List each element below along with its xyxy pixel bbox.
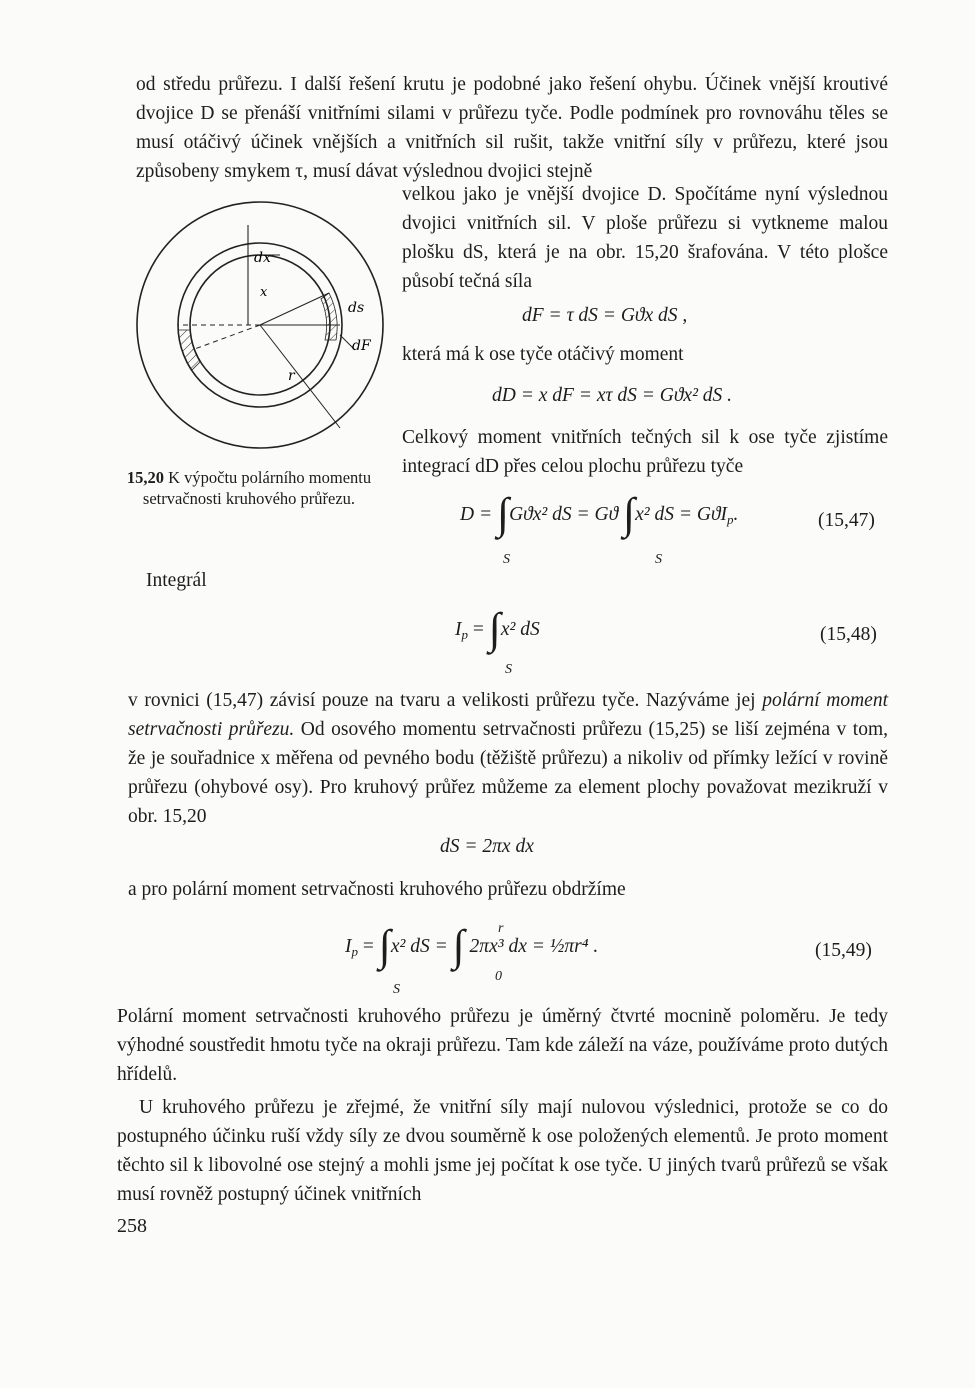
equation-number-15-47: (15,47) [818,510,875,531]
caption-text: K výpočtu polárního momentu setrvačnosti kruhového průřezu. [142,468,372,508]
paragraph-4: Integrál [146,570,207,591]
label-ds: ds [348,300,365,316]
integral-sign: ∫ [623,489,636,538]
integral-limit: S [505,662,512,677]
equation-number-15-49: (15,49) [815,940,872,961]
label-df: dF [352,338,371,354]
line-to-ds [260,293,329,325]
paragraph-3: Celkový moment vnitřních tečných sil k ose tyče zjistíme integrací dD přes celou plochu průřezu tyče [402,427,888,477]
figure-polar-moment [130,200,390,460]
equation-number-15-48: (15,48) [820,624,877,645]
paragraph-2: která má k ose tyče otáčivý moment [402,344,684,365]
integral-sign: ∫ [452,921,465,970]
label-x: x [260,285,268,300]
paragraph-5: v rovnici (15,47) závisí pouze na tvaru a velikosti průřezu tyče. Nazýváme jej polární moment setrvačnosti průřezu. Od osového momentu setrvačnosti průřezu (15,25) se liší zejména v tom, že je souřadnice x měřena od pevného bodu (těžiště průřezu) a nikoliv od přímky ležící v rovině průřezu (ohybové osy). Pro kruhový průřez můžeme za element plochy považovat mezikruží v obr. 15,20 [128,690,888,827]
label-r: r [288,368,295,384]
integral-sign: ∫ [497,489,510,538]
integral-limit: S [393,982,400,997]
paragraph-1: od středu průřezu. I další řešení krutu je podobné jako řešení ohybu. Účinek vnější kroutivé dvojice D se přenáší vnitřními silami v průřezu tyče. Podle podmínek pro rovnováhu těles se musí otáčivý účinek vnějších a vnitřních sil rušit, takže vnitřní síly v průřezu, které jsou způsobeny smykem τ, musí dávat výslednou dvojici stejně [136,74,888,182]
paragraph-1-continued: velkou jako je vnější dvojice D. Spočítáme nyní výslednou dvojici vnitřních sil. V ploše průřezu si vytkneme malou plošku dS, která je na obr. 15,20 šrafována. V této plošce působí tečná síla [402,184,888,292]
paragraph-8: U kruhového průřezu je zřejmé, že vnitřní síly mají nulovou výslednici, protože se co do postupného účinku ruší vždy síly ze dvou souměrně k ose položených elementů. Je proto moment těchto sil k libovolné ose stejný a mohli jsme jej počítat k ose tyče. U jiných tvarů průřezů se však musí rovněž postupný účinek vnitřních [117,1097,888,1205]
integral-sign: ∫ [488,604,501,653]
page-number: 258 [117,1215,147,1237]
integral-upper-limit: r [498,921,504,936]
paragraph-6: a pro polární moment setrvačnosti kruhového průřezu obdržíme [128,879,626,900]
integral-lower-limit: 0 [495,969,502,984]
hatched-element-ds [321,293,337,340]
integral-sign: ∫ [378,921,391,970]
equation-dD: dD = x dF = xτ dS = Gϑx² dS . [492,385,733,406]
dashed-line-lower-left [192,325,260,350]
cross-section-diagram [130,200,390,460]
equation-15-47: D = ∫Gϑx² dS = Gϑ ∫x² dS = GϑI$_p$. [460,489,739,538]
integral-limit: S [655,552,662,567]
figure-caption [118,467,380,509]
caption-number: 15,20 [126,468,164,487]
integral-limit: S [503,552,510,567]
equation-dS: dS = 2πx dx [440,836,534,857]
label-dx: dx [254,250,271,266]
equation-15-49: $I_p = \int x^2$ dS = ∫ 2πx³ dx = ½πr⁴ . [345,921,599,970]
equation-dF: dF = τ dS = Gϑx dS , [522,305,688,326]
paragraph-7: Polární moment setrvačnosti kruhového průřezu je úměrný čtvrté mocnině poloměru. Je tedy výhodné soustředit hmotu tyče na okraji průřezu. Tam kde záleží na váze, používáme proto dutých hřídelů. [117,1006,888,1085]
equation-15-48: $I_p = \int x^2$ dS [455,604,540,653]
